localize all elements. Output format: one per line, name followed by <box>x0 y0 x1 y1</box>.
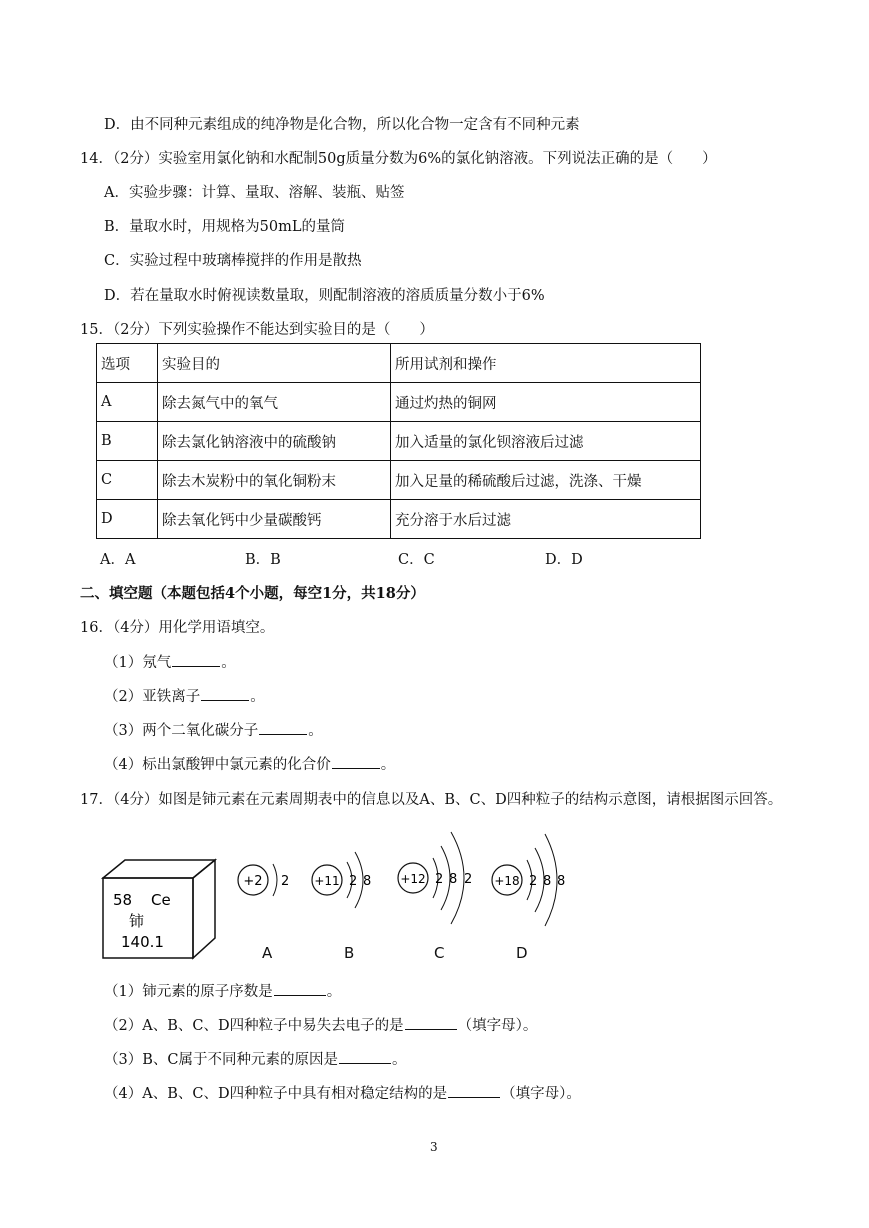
table-cell: A <box>97 383 158 422</box>
q15-choice-d: D．D <box>545 552 583 568</box>
shell-electrons: 8 <box>557 874 565 889</box>
answer-blank[interactable] <box>332 754 380 769</box>
q17-part-3 <box>104 1048 406 1069</box>
particle-d-label: D <box>516 944 528 962</box>
q16-part-2-text: （2）亚铁离子 <box>104 689 201 705</box>
particle-c-label: C <box>434 944 445 962</box>
table-cell: D <box>97 500 158 539</box>
element-symbol: Ce <box>151 891 171 909</box>
q13-option-d: D．由不同种元素组成的纯净物是化合物，所以化合物一定含有不同种元素 <box>104 117 580 133</box>
table-header-cell: 选项 <box>97 344 158 383</box>
q17-figure <box>95 820 565 970</box>
q15-choice-c: C．C <box>398 552 435 568</box>
shell-electrons: 8 <box>449 872 458 887</box>
q15-table <box>96 343 701 539</box>
particle-c-diagram <box>398 832 472 924</box>
table-cell: 除去氯化钠溶液中的硫酸钠 <box>158 422 391 461</box>
table-header-row <box>97 344 701 383</box>
section-title: 二、填空题（本题包括4个小题，每空1分，共18分） <box>80 585 425 602</box>
q17-part-1-text: （1）铈元素的原子序数是 <box>104 984 273 1000</box>
q17-part-4-text: （4）A、B、C、D四种粒子中具有相对稳定结构的是 <box>104 1086 448 1102</box>
q17-part-2-tail: （填字母）。 <box>457 1018 538 1034</box>
shell-electrons: 8 <box>543 874 552 889</box>
q15-choice-b: B．B <box>245 552 281 568</box>
shell-electrons: 2 <box>464 872 473 887</box>
period: 。 <box>391 1052 407 1068</box>
table-row <box>97 461 701 500</box>
table-row <box>97 500 701 539</box>
answer-blank[interactable] <box>339 1049 391 1064</box>
q17-part-2 <box>104 1014 537 1035</box>
page-number: 3 <box>430 1140 438 1154</box>
q17-part-4 <box>104 1082 581 1103</box>
particle-b-label: B <box>344 944 355 962</box>
period: 。 <box>221 655 236 671</box>
shell-electrons: 2 <box>529 874 538 889</box>
table-header-cell: 实验目的 <box>158 344 391 383</box>
answer-blank[interactable] <box>201 686 249 701</box>
answer-blank[interactable] <box>274 981 326 996</box>
q14-option-d: D．若在量取水时俯视读数量取，则配制溶液的溶质质量分数小于6% <box>104 288 545 304</box>
particle-b-diagram <box>312 852 371 908</box>
table-cell: 除去氧化钙中少量碳酸钙 <box>158 500 391 539</box>
q16-stem: 16．（4分）用化学用语填空。 <box>80 620 275 636</box>
table-cell: 加入适量的氯化钡溶液后过滤 <box>391 422 701 461</box>
table-cell: 除去木炭粉中的氧化铜粉末 <box>158 461 391 500</box>
period: 。 <box>308 723 323 739</box>
table-cell: 充分溶于水后过滤 <box>391 500 701 539</box>
table-cell: B <box>97 422 158 461</box>
element-atomic-mass: 140.1 <box>121 933 164 951</box>
q17-part-3-text: （3）B、C属于不同种元素的原因是 <box>104 1052 338 1068</box>
nucleus-charge: +18 <box>494 874 520 888</box>
element-name: 铈 <box>129 912 145 930</box>
nucleus-charge: +11 <box>314 874 340 888</box>
q14-option-c: C．实验过程中玻璃棒搅拌的作用是散热 <box>104 253 362 269</box>
q17-part-2-text: （2）A、B、C、D四种粒子中易失去电子的是 <box>104 1018 404 1034</box>
table-row <box>97 383 701 422</box>
particle-d-diagram <box>492 834 565 926</box>
q16-part-3 <box>104 719 323 740</box>
answer-blank[interactable] <box>172 652 220 667</box>
q15-choice-a: A．A <box>100 552 136 568</box>
q17-stem: 17．（4分）如图是铈元素在元素周期表中的信息以及A、B、C、D四种粒子的结构示意图，请根据图示回答。 <box>80 792 783 808</box>
shell-electrons: 2 <box>281 874 290 889</box>
table-row <box>97 422 701 461</box>
nucleus-charge: +2 <box>243 874 263 889</box>
q14-option-a: A．实验步骤：计算、量取、溶解、装瓶、贴签 <box>104 185 405 201</box>
q16-part-4 <box>104 753 395 774</box>
period: 。 <box>250 689 265 705</box>
nucleus-charge: +12 <box>400 872 426 886</box>
element-atomic-number: 58 <box>113 891 133 909</box>
shell-electrons: 8 <box>363 874 372 889</box>
answer-blank[interactable] <box>259 720 307 735</box>
q14-stem: 14．（2分）实验室用氯化钠和水配制50g质量分数为6%的氯化钠溶液。下列说法正确的是（ ） <box>80 151 717 167</box>
q16-part-1 <box>104 651 236 672</box>
q17-part-1 <box>104 980 341 1001</box>
answer-blank[interactable] <box>405 1015 457 1030</box>
period: 。 <box>380 757 396 773</box>
particle-a-label: A <box>262 944 273 962</box>
q16-part-2 <box>104 685 265 706</box>
particle-a-diagram <box>238 864 289 896</box>
q15-stem: 15．（2分）下列实验操作不能达到实验目的是（ ） <box>80 322 434 338</box>
q16-part-1-text: （1）氖气 <box>104 655 172 671</box>
answer-blank[interactable] <box>448 1083 500 1098</box>
period: 。 <box>326 984 342 1000</box>
table-cell: 除去氮气中的氧气 <box>158 383 391 422</box>
q17-part-4-tail: （填字母）。 <box>501 1086 581 1102</box>
shell-electrons: 2 <box>349 874 358 889</box>
shell-electrons: 2 <box>435 872 444 887</box>
table-header-cell: 所用试剂和操作 <box>391 344 701 383</box>
table-cell: C <box>97 461 158 500</box>
q16-part-4-text: （4）标出氯酸钾中氯元素的化合价 <box>104 757 331 773</box>
q14-option-b: B．量取水时，用规格为50mL的量筒 <box>104 219 345 235</box>
q16-part-3-text: （3）两个二氧化碳分子 <box>104 723 259 739</box>
table-cell: 通过灼热的铜网 <box>391 383 701 422</box>
table-cell: 加入足量的稀硫酸后过滤，洗涤、干燥 <box>391 461 701 500</box>
